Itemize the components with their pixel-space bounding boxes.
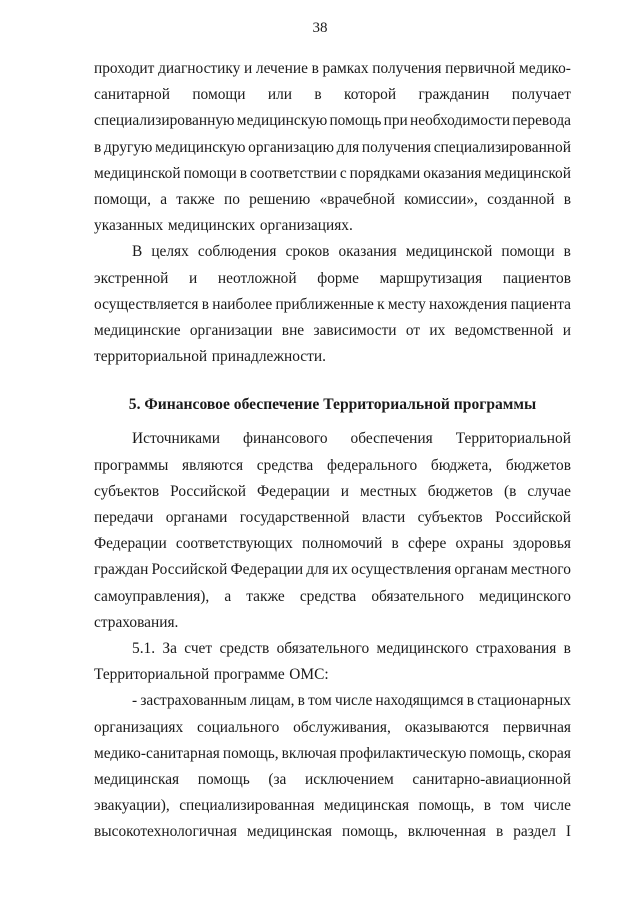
text-line: экстренной и неотложной форме маршрутизация пациентов bbox=[94, 269, 571, 287]
document-body bbox=[94, 56, 571, 845]
text-line: программы являются средства федерального бюджета, бюджетов bbox=[94, 456, 571, 474]
text-line: страхования. bbox=[94, 613, 179, 631]
text-line: эвакуации), специализированная медицинская помощь, в том числе bbox=[94, 797, 571, 815]
text-line: - застрахованным лицам, в том числе находящимся в стационарных bbox=[132, 692, 571, 710]
paragraph bbox=[94, 426, 571, 636]
paragraph bbox=[94, 239, 571, 370]
text-line: граждан Российской Федерации для их осуществления органам местного bbox=[94, 561, 571, 579]
text-line: медицинская помощь (за исключением санитарно-авиационной bbox=[94, 770, 571, 788]
text-line: Территориальной программе ОМС: bbox=[94, 666, 329, 684]
text-line: медицинской помощи в соответствии с порядками оказания медицинской bbox=[94, 164, 571, 182]
text-line: высокотехнологичная медицинская помощь, включенная в раздел I bbox=[94, 823, 571, 841]
text-line: осуществляется в наиболее приближенные к месту нахождения пациента bbox=[94, 295, 571, 313]
text-line: проходит диагностику и лечение в рамках получения первичной медико- bbox=[94, 60, 571, 77]
text-line: в другую медицинскую организацию для получения специализированной bbox=[94, 138, 571, 156]
text-line: 5.1. За счет средств обязательного медицинского страхования в bbox=[132, 639, 571, 657]
text-line: Федерации соответствующих полномочий в сфере охраны здоровья bbox=[94, 535, 571, 553]
section-heading: 5. Финансовое обеспечение Территориальной программы bbox=[128, 396, 537, 414]
text-line: указанных медицинских организациях. bbox=[94, 217, 353, 235]
text-line: организациях социального обслуживания, оказываются первичная bbox=[94, 718, 571, 736]
text-line: территориальной принадлежности. bbox=[94, 348, 326, 366]
text-line: субъектов Российской Федерации и местных бюджетов (в случае bbox=[94, 482, 571, 500]
text-line: передачи органами государственной власти субъектов Российской bbox=[94, 509, 571, 527]
paragraph bbox=[94, 56, 571, 239]
text-line: В целях соблюдения сроков оказания медицинской помощи в bbox=[132, 243, 571, 261]
text-line: специализированную медицинскую помощь при необходимости перевода bbox=[94, 112, 571, 130]
paragraph bbox=[94, 688, 571, 845]
text-line: санитарной помощи или в которой гражданин получает bbox=[94, 86, 571, 104]
text-line: Источниками финансового обеспечения Территориальной bbox=[132, 430, 571, 448]
paragraph bbox=[94, 636, 571, 688]
text-line: помощи, а также по решению «врачебной комиссии», созданной в bbox=[94, 190, 571, 208]
text-line: медицинские организации вне зависимости от их ведомственной и bbox=[94, 321, 571, 339]
page-number: 38 bbox=[312, 20, 328, 36]
text-line: медико-санитарная помощь, включая профилактическую помощь, скорая bbox=[94, 744, 571, 762]
text-line: самоуправления), а также средства обязательного медицинского bbox=[94, 587, 571, 605]
